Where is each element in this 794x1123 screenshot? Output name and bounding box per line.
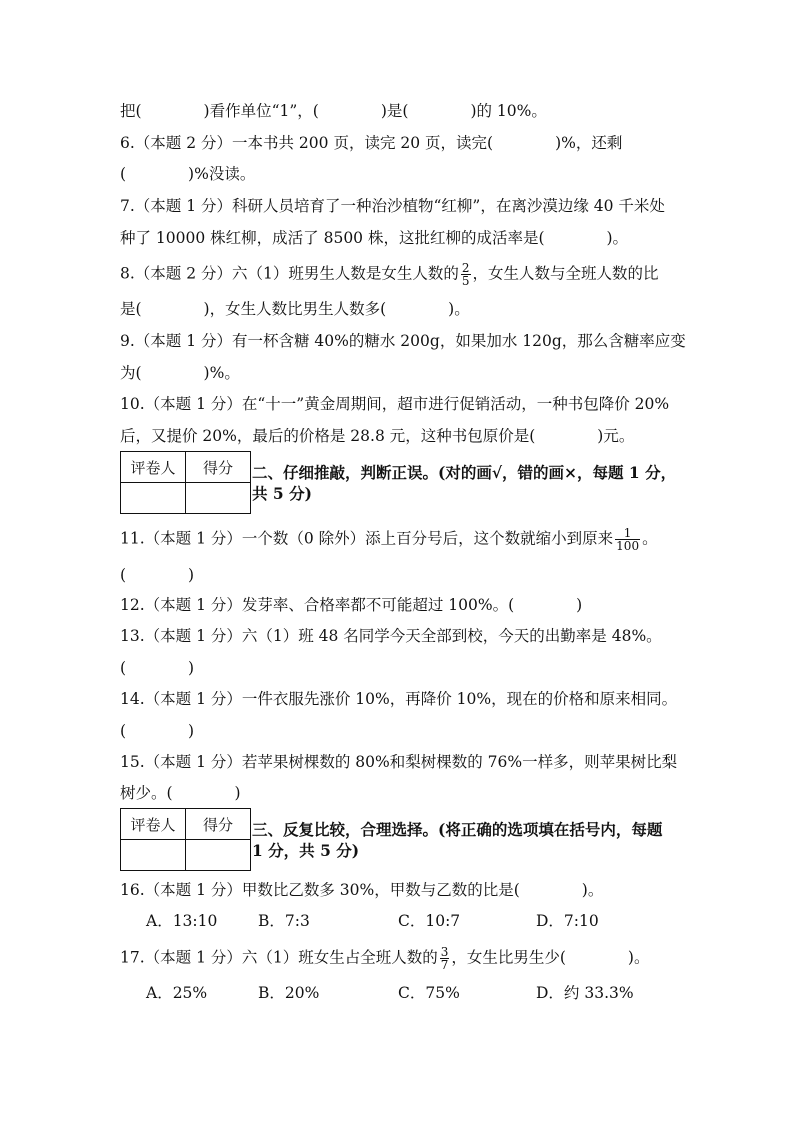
fraction-numerator: 3 (440, 945, 449, 959)
question-15-line-2: 树少。( ) (120, 784, 241, 802)
question-7-line-1: 7.（本题 1 分）科研人员培育了一种治沙植物“红柳”，在离沙漠边缘 40 千米处 (120, 197, 665, 215)
section-2-heading-line-1: 二、仔细推敲，判断正误。(对的画√，错的画×，每题 1 分， (252, 463, 677, 482)
q8-text-post: ，女生人数与全班人数的比 (472, 264, 659, 283)
fraction-denominator: 5 (461, 274, 470, 288)
q16-option-d: D．7:10 (536, 912, 599, 930)
grader-label-reviewer: 评卷人 (121, 809, 186, 840)
line-1: 把( )看作单位“1”，( )是( )的 10%。 (120, 102, 547, 120)
question-14-line-2: ( ) (120, 722, 195, 740)
grader-box-section-2 (120, 451, 251, 514)
fraction-two-fifths (461, 262, 471, 287)
q17-text-post: ，女生比男生少( )。 (451, 948, 650, 967)
question-14-line-1: 14.（本题 1 分）一件衣服先涨价 10%，再降价 10%，现在的价格和原来相同。 (120, 690, 678, 708)
q17-option-d: D．约 33.3% (536, 984, 634, 1002)
grader-cell-reviewer (121, 840, 186, 871)
q17-text-pre: 17.（本题 1 分）六（1）班女生占全班人数的 (120, 948, 438, 967)
fraction-denominator: 7 (440, 958, 449, 972)
grader-label-score: 得分 (186, 809, 251, 840)
question-11-line-1 (120, 527, 658, 552)
grader-label-score: 得分 (186, 452, 251, 483)
section-2-heading-line-2: 共 5 分) (252, 484, 312, 503)
question-8-line-2: 是( )，女生人数比男生人数多( )。 (120, 300, 470, 318)
grader-cell-score (186, 483, 251, 514)
q11-text-pre: 11.（本题 1 分）一个数（0 除外）添上百分号后，这个数就缩小到原来 (120, 529, 614, 548)
question-12: 12.（本题 1 分）发芽率、合格率都不可能超过 100%。( ) (120, 596, 583, 614)
question-13-line-2: ( ) (120, 659, 195, 677)
q16-option-b: B．7:3 (258, 912, 310, 930)
fraction-numerator: 2 (461, 261, 470, 275)
q17-option-b: B．20% (258, 984, 320, 1002)
section-3-heading-line-1: 三、反复比较，合理选择。(将正确的选项填在括号内，每题 (252, 820, 663, 839)
fraction-one-hundredth (615, 527, 640, 552)
grader-box-section-3 (120, 808, 251, 871)
question-13-line-1: 13.（本题 1 分）六（1）班 48 名同学今天全部到校，今天的出勤率是 48%。 (120, 627, 662, 645)
fraction-numerator: 1 (615, 527, 640, 540)
question-15-line-1: 15.（本题 1 分）若苹果树棵数的 80%和梨树棵数的 76%一样多，则苹果树比梨 (120, 753, 678, 771)
question-10-line-1: 10.（本题 1 分）在“十一”黄金周期间，超市进行促销活动，一种书包降价 20% (120, 395, 670, 413)
q16-option-a: A．13:10 (146, 912, 218, 930)
question-6-line-1: 6.（本题 2 分）一本书共 200 页，读完 20 页，读完( )%，还剩 (120, 134, 623, 152)
question-17 (120, 946, 649, 971)
q16-option-c: C．10:7 (398, 912, 461, 930)
question-6-line-2: ( )%没读。 (120, 165, 256, 183)
question-16: 16.（本题 1 分）甲数比乙数多 30%，甲数与乙数的比是( )。 (120, 881, 604, 899)
grader-label-reviewer: 评卷人 (121, 452, 186, 483)
question-7-line-2: 种了 10000 株红柳，成活了 8500 株，这批红柳的成活率是( )。 (120, 229, 629, 247)
q11-text-post: 。 (642, 529, 658, 548)
question-11-line-2: ( ) (120, 566, 195, 584)
question-9-line-1: 9.（本题 1 分）有一杯含糖 40%的糖水 200g，如果加水 120g，那么含糖率应变 (120, 332, 686, 350)
fraction-denominator: 100 (616, 539, 640, 553)
question-9-line-2: 为( )%。 (120, 364, 240, 382)
q17-option-a: A．25% (146, 984, 208, 1002)
section-3-heading-line-2: 1 分，共 5 分) (252, 841, 360, 860)
fraction-three-sevenths (440, 946, 450, 971)
q8-text-pre: 8.（本题 2 分）六（1）班男生人数是女生人数的 (120, 264, 459, 283)
grader-cell-reviewer (121, 483, 186, 514)
grader-cell-score (186, 840, 251, 871)
q17-option-c: C．75% (398, 984, 460, 1002)
question-8-line-1 (120, 262, 659, 287)
question-10-line-2: 后，又提价 20%，最后的价格是 28.8 元，这种书包原价是( )元。 (120, 427, 635, 445)
